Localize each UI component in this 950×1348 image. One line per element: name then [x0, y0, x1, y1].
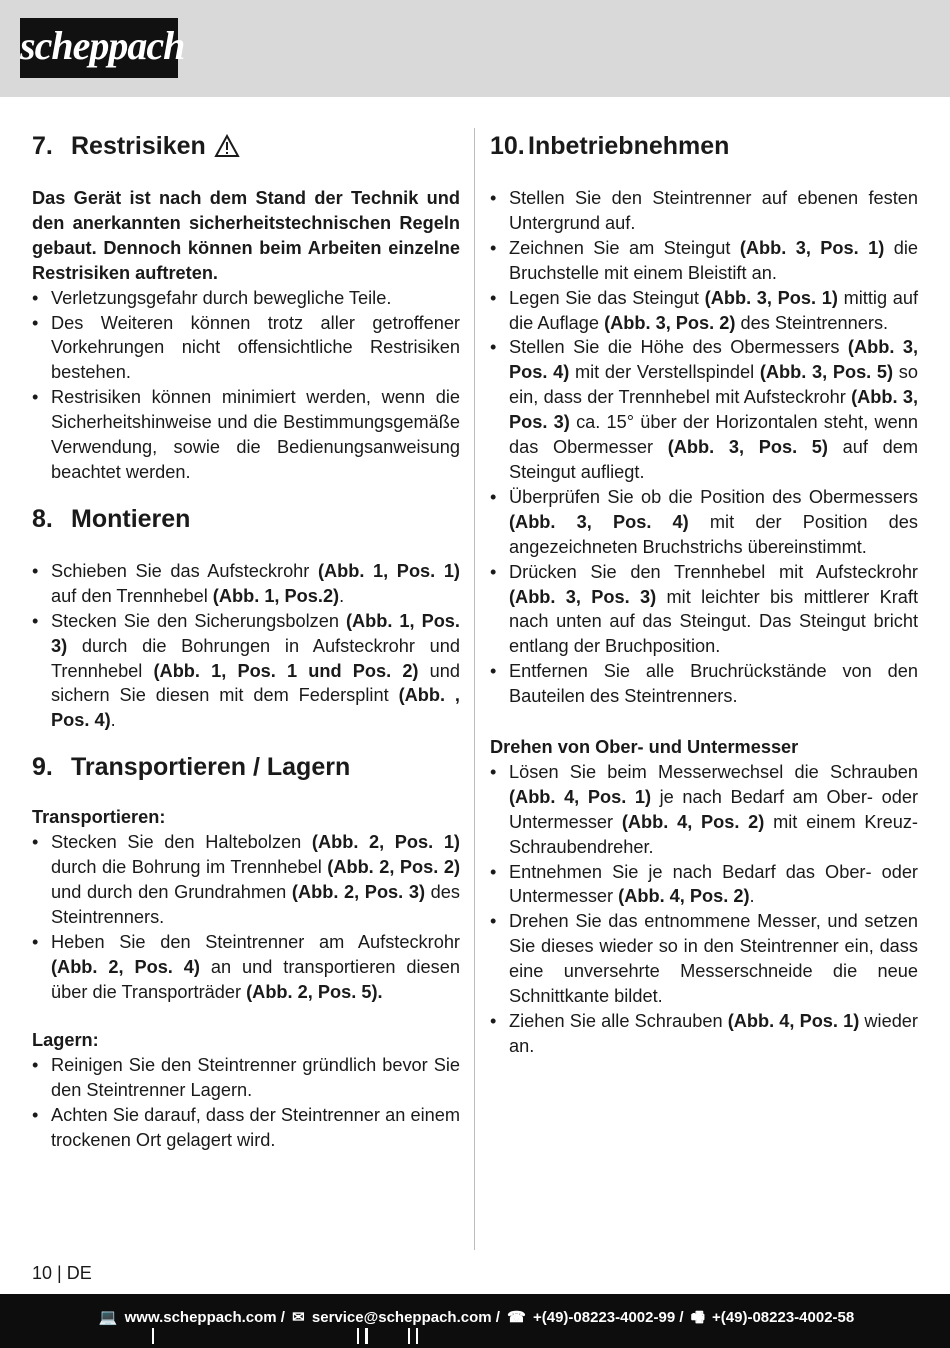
text: .	[749, 886, 755, 907]
figure-reference: (Abb. 2, Pos. 2)	[327, 857, 460, 878]
list-item: • Reinigen Sie den Steintrenner gründlich bevor Sie den Steintrenner Lagern.	[32, 1053, 460, 1103]
list-item: • Entfernen Sie alle Bruchrückstände von den Bauteilen des Steintrenners.	[490, 659, 918, 709]
text: durch die Bohrung im Trennhebel	[51, 857, 328, 878]
separator: /	[280, 1309, 285, 1326]
figure-reference: (Abb. 4, Pos. 1)	[727, 1011, 860, 1031]
section-title: Montieren	[71, 504, 191, 533]
fax-number: +(49)-08223-4002-58	[712, 1309, 855, 1326]
text: mittig auf die Auflage	[509, 287, 919, 333]
section-title: Restrisiken	[71, 132, 206, 160]
section-10-heading	[490, 128, 918, 164]
figure-reference: (Abb. 2, Pos. 5).	[246, 981, 383, 1002]
list-item	[490, 860, 918, 910]
print-mark	[152, 1328, 154, 1344]
text: Lösen Sie beim Messerwechsel die Schrauben	[509, 761, 918, 782]
figure-reference: (Abb. 2, Pos. 4)	[51, 956, 200, 977]
text: und sichern Sie diesen mit dem Federsplint	[51, 660, 460, 706]
text: Drücken Sie den Trennhebel mit Aufsteckrohr	[509, 561, 918, 582]
mail-icon: ✉	[292, 1309, 305, 1326]
figure-reference: (Abb. 1, Pos. 1 und Pos. 2)	[153, 660, 419, 681]
text: Überprüfen Sie ob die Position des Obermessers	[509, 486, 918, 507]
list-item	[32, 559, 460, 609]
text: mit der Position des angezeichneten Bruchstrichs übereinstimmt.	[509, 511, 918, 557]
list-item	[490, 1009, 918, 1059]
list-item: • Stellen Sie den Steintrenner auf ebenen festen Untergrund auf.	[490, 186, 918, 236]
page-number: 10 | DE	[32, 1263, 92, 1283]
print-mark	[357, 1328, 359, 1344]
text: mit leichter bis mittlerer Kraft nach unten auf das Steingut. Das Steingut bricht entlang der Bruchposition.	[509, 586, 919, 657]
figure-reference: (Abb. 3, Pos. 4)	[509, 511, 689, 532]
warning-triangle-icon	[214, 134, 240, 158]
section-number: 8.	[32, 504, 53, 533]
text: des Steintrenners.	[51, 881, 460, 927]
text: mit einem Kreuz-Schraubendreher.	[509, 811, 918, 857]
text: auf den Trennhebel	[51, 585, 213, 606]
text: Stellen Sie die Höhe des Obermessers	[509, 337, 848, 358]
list-item	[32, 609, 460, 734]
figure-reference: (Abb. 3, Pos. 5)	[759, 362, 894, 383]
knives-list	[490, 760, 918, 1059]
text: Entnehmen Sie je nach Bedarf das Ober- oder Untermesser	[509, 861, 918, 907]
column-divider	[474, 128, 475, 1250]
separator: /	[679, 1309, 684, 1326]
figure-reference: (Abb. 3, Pos. 5)	[667, 437, 828, 458]
figure-reference: (Abb. 1, Pos.2)	[212, 585, 340, 606]
list-item	[32, 930, 460, 1005]
list-item	[32, 830, 460, 930]
figure-reference: (Abb. 1, Pos. 1)	[317, 560, 460, 581]
section-title: Transportieren / Lagern	[71, 753, 351, 782]
transport-list	[32, 830, 460, 1004]
text: Zeichnen Sie am Steingut	[509, 237, 740, 258]
figure-reference: (Abb. 3, Pos. 1)	[739, 237, 885, 258]
list-item	[490, 335, 918, 484]
page-footer	[0, 1294, 950, 1348]
section-number: 10.	[490, 132, 525, 160]
phone-icon: ☎	[507, 1309, 526, 1326]
computer-icon: 💻	[98, 1309, 118, 1326]
figure-reference: (Abb. 2, Pos. 1)	[311, 832, 460, 853]
text: wieder an.	[509, 1011, 918, 1056]
figure-reference: (Abb. , Pos. 4)	[51, 685, 460, 731]
text: Stecken Sie den Haltebolzen	[51, 832, 312, 853]
section-9-heading	[32, 749, 460, 785]
text: Legen Sie das Steingut	[509, 287, 705, 308]
left-column	[32, 128, 460, 1153]
figure-reference: (Abb. 3, Pos. 3)	[509, 387, 919, 433]
text: mit der Verstellspindel	[569, 362, 760, 383]
storage-list	[32, 1053, 460, 1153]
list-item: • Verletzungsgefahr durch bewegliche Teile.	[32, 286, 460, 311]
text: ca. 15° über der Horizontalen steht, wenn das Obermesser	[509, 412, 918, 458]
print-mark	[416, 1328, 418, 1344]
subheading-knives: Drehen von Ober- und Untermesser	[490, 737, 799, 758]
text: auf dem Steingut aufliegt.	[509, 437, 918, 482]
figure-reference: (Abb. 1, Pos. 3)	[51, 610, 460, 656]
print-mark	[365, 1328, 368, 1344]
section-10-list	[490, 186, 918, 709]
text: .	[339, 585, 345, 606]
scheppach-logo: scheppach	[20, 18, 178, 78]
section-title: Inbetriebnehmen	[528, 132, 730, 160]
section-number: 7.	[32, 132, 53, 160]
figure-reference: (Abb. 4, Pos. 2)	[618, 886, 750, 907]
list-item: • Drehen Sie das entnommene Messer, und setzen Sie dieses wieder so in den Steintrenner ein, dass eine unversehrte Messerschneide die neue Schnittkante bildet.	[490, 909, 918, 1009]
figure-reference: (Abb. 3, Pos. 3)	[509, 586, 657, 607]
figure-reference: (Abb. 4, Pos. 2)	[621, 811, 765, 832]
text: so ein, dass der Trennhebel mit Aufsteckrohr	[509, 362, 919, 408]
section-8-heading	[32, 501, 460, 537]
figure-reference: (Abb. 4, Pos. 1)	[509, 786, 652, 807]
list-item	[490, 236, 918, 286]
contact-line	[0, 1308, 950, 1328]
page-header	[0, 0, 950, 97]
text: die Bruchstelle mit einem Bleistift an.	[509, 237, 918, 283]
text: .	[110, 710, 116, 731]
text: an und transportieren diesen über die Transporträder	[51, 956, 460, 1002]
figure-reference: (Abb. 3, Pos. 4)	[509, 337, 918, 383]
subheading-storage: Lagern:	[32, 1030, 99, 1051]
text: und durch den Grundrahmen	[51, 881, 292, 902]
fax-icon: 🖷	[690, 1309, 705, 1326]
separator: /	[495, 1309, 500, 1326]
section-8-list	[32, 559, 460, 733]
figure-reference: (Abb. 3, Pos. 1)	[704, 287, 838, 308]
figure-reference: (Abb. 3, Pos. 2)	[604, 312, 736, 333]
list-item: • Des Weiteren können trotz aller getroffener Vorkehrungen nicht offensichtliche Restrisiken bestehen.	[32, 311, 460, 386]
print-mark	[408, 1328, 410, 1344]
text: Stecken Sie den Sicherungsbolzen	[51, 610, 346, 631]
section-7-list	[32, 286, 460, 485]
figure-reference: (Abb. 2, Pos. 3)	[291, 881, 426, 902]
section-7-heading	[32, 128, 460, 164]
section-number: 9.	[32, 753, 53, 782]
phone-number: +(49)-08223-4002-99	[532, 1309, 676, 1326]
list-item	[490, 485, 918, 560]
list-item: • Achten Sie darauf, dass der Steintrenner an einem trockenen Ort gelagert wird.	[32, 1103, 460, 1153]
section-7-intro: Das Gerät ist nach dem Stand der Technik und den anerkannten sicherheitstechnischen Regeln gebaut. Dennoch können beim Arbeiten einzelne Restrisiken auftreten.	[32, 188, 460, 283]
list-item	[490, 760, 918, 860]
text: Heben Sie den Steintrenner am Aufsteckrohr	[51, 931, 460, 952]
website-link[interactable]: www.scheppach.com	[124, 1309, 277, 1326]
text: Ziehen Sie alle Schrauben	[509, 1011, 728, 1031]
text: durch die Bohrungen in Aufsteckrohr und Trennhebel	[51, 635, 460, 681]
text: je nach Bedarf am Ober- oder Untermesser	[509, 786, 918, 832]
subheading-transport: Transportieren:	[32, 807, 166, 828]
email-link[interactable]: service@scheppach.com	[311, 1309, 492, 1326]
text: des Steintrenners.	[735, 312, 889, 333]
right-column	[490, 128, 918, 1059]
list-item	[490, 560, 918, 660]
text: Schieben Sie das Aufsteckrohr	[51, 560, 318, 581]
list-item	[490, 286, 918, 336]
list-item: • Restrisiken können minimiert werden, wenn die Sicherheitshinweise und die Bestimmungsgemäße Verwendung, sowie die Bedienungsanweisung beachtet werden.	[32, 385, 460, 485]
